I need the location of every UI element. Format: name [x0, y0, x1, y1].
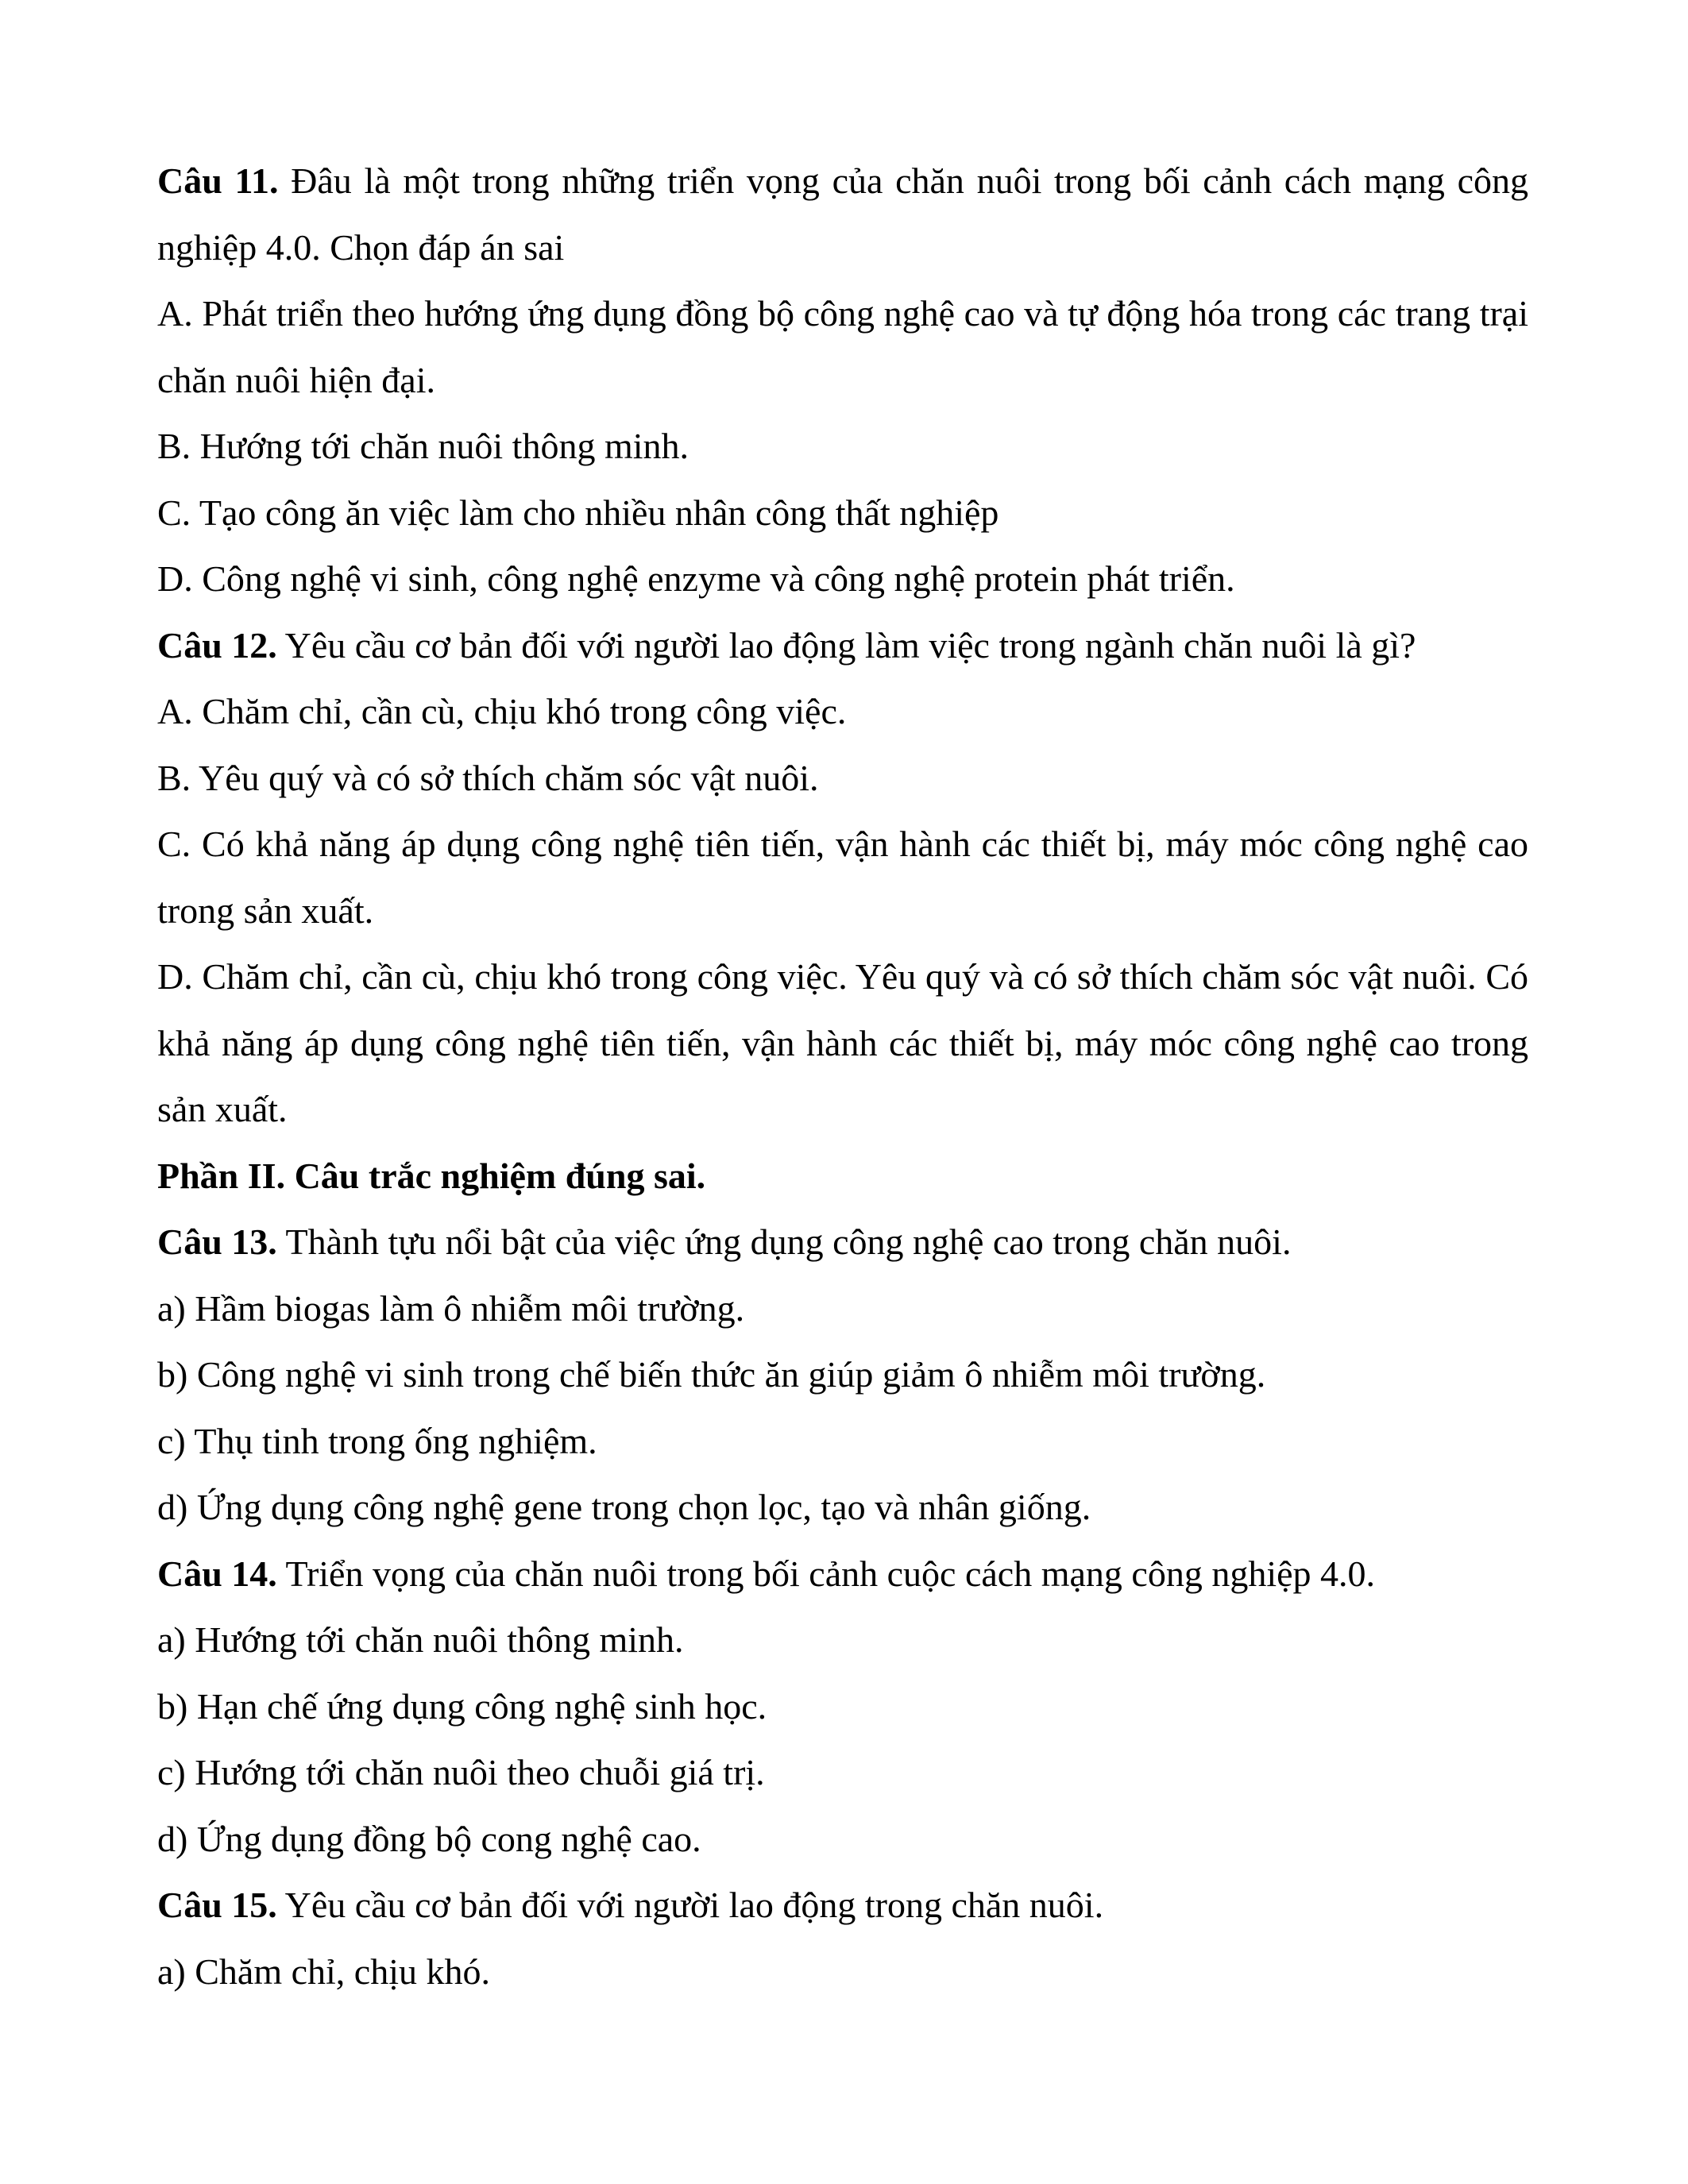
question-12-option-d: D. Chăm chỉ, cần cù, chịu khó trong công việc. Yêu quý và có sở thích chăm sóc vật nuôi. Có khả năng áp dụng công nghệ tiên tiến, vận hành các thiết bị, máy móc công nghệ cao trong sản xuất.	[157, 956, 1528, 1129]
question-12-option-a: A. Chăm chỉ, cần cù, chịu khó trong công việc.	[157, 691, 847, 731]
part-2-heading: Phần II. Câu trắc nghiệm đúng sai.	[157, 1155, 706, 1196]
question-11-option-d: D. Công nghệ vi sinh, công nghệ enzyme và công nghệ protein phát triển.	[157, 558, 1235, 599]
question-12-label: Câu 12.	[157, 624, 277, 666]
question-13-statement-d: d) Ứng dụng công nghệ gene trong chọn lọc, tạo và nhân giống.	[157, 1487, 1091, 1527]
question-14-label: Câu 14.	[157, 1553, 277, 1594]
question-14-statement-d: d) Ứng dụng đồng bộ cong nghệ cao.	[157, 1818, 701, 1859]
question-14-statement-a: a) Hướng tới chăn nuôi thông minh.	[157, 1619, 684, 1660]
question-12	[157, 612, 1528, 679]
question-13-label: Câu 13.	[157, 1221, 277, 1262]
question-11	[157, 148, 1528, 280]
question-15	[157, 1872, 1528, 1939]
question-11-text: Đâu là một trong những triển vọng của chăn nuôi trong bối cảnh cách mạng công nghiệp 4.0. Chọn đáp án sai	[157, 160, 1529, 268]
question-13	[157, 1209, 1528, 1275]
question-12-option-c: C. Có khả năng áp dụng công nghệ tiên tiến, vận hành các thiết bị, máy móc công nghệ cao trong sản xuất.	[157, 824, 1528, 931]
question-14-statement-b: b) Hạn chế ứng dụng công nghệ sinh học.	[157, 1685, 767, 1727]
question-13-text: Thành tựu nổi bật của việc ứng dụng công nghệ cao trong chăn nuôi.	[276, 1221, 1292, 1262]
question-14-text: Triển vọng của chăn nuôi trong bối cảnh cuộc cách mạng công nghiệp 4.0.	[276, 1553, 1376, 1594]
question-14	[157, 1541, 1528, 1607]
question-15-statement-a: a) Chăm chỉ, chịu khó.	[157, 1951, 491, 1992]
question-11-label: Câu 11.	[157, 160, 279, 201]
document-page	[157, 148, 1528, 2005]
question-14-statement-c: c) Hướng tới chăn nuôi theo chuỗi giá trị.	[157, 1752, 765, 1792]
question-15-text: Yêu cầu cơ bản đối với người lao động trong chăn nuôi.	[276, 1885, 1104, 1925]
question-13-statement-c: c) Thụ tinh trong ống nghiệm.	[157, 1420, 597, 1461]
question-12-option-b: B. Yêu quý và có sở thích chăm sóc vật nuôi.	[157, 757, 819, 798]
question-13-statement-b: b) Công nghệ vi sinh trong chế biến thức ăn giúp giảm ô nhiễm môi trường.	[157, 1354, 1266, 1395]
question-11-option-c: C. Tạo công ăn việc làm cho nhiều nhân công thất nghiệp	[157, 492, 999, 533]
question-12-text: Yêu cầu cơ bản đối với người lao động làm việc trong ngành chăn nuôi là gì?	[276, 624, 1416, 666]
question-15-label: Câu 15.	[157, 1885, 277, 1925]
question-11-option-a: A. Phát triển theo hướng ứng dụng đồng bộ công nghệ cao và tự động hóa trong các trang trại chăn nuôi hiện đại.	[157, 293, 1528, 400]
question-13-statement-a: a) Hầm biogas làm ô nhiễm môi trường.	[157, 1287, 745, 1329]
question-11-option-b: B. Hướng tới chăn nuôi thông minh.	[157, 426, 689, 466]
